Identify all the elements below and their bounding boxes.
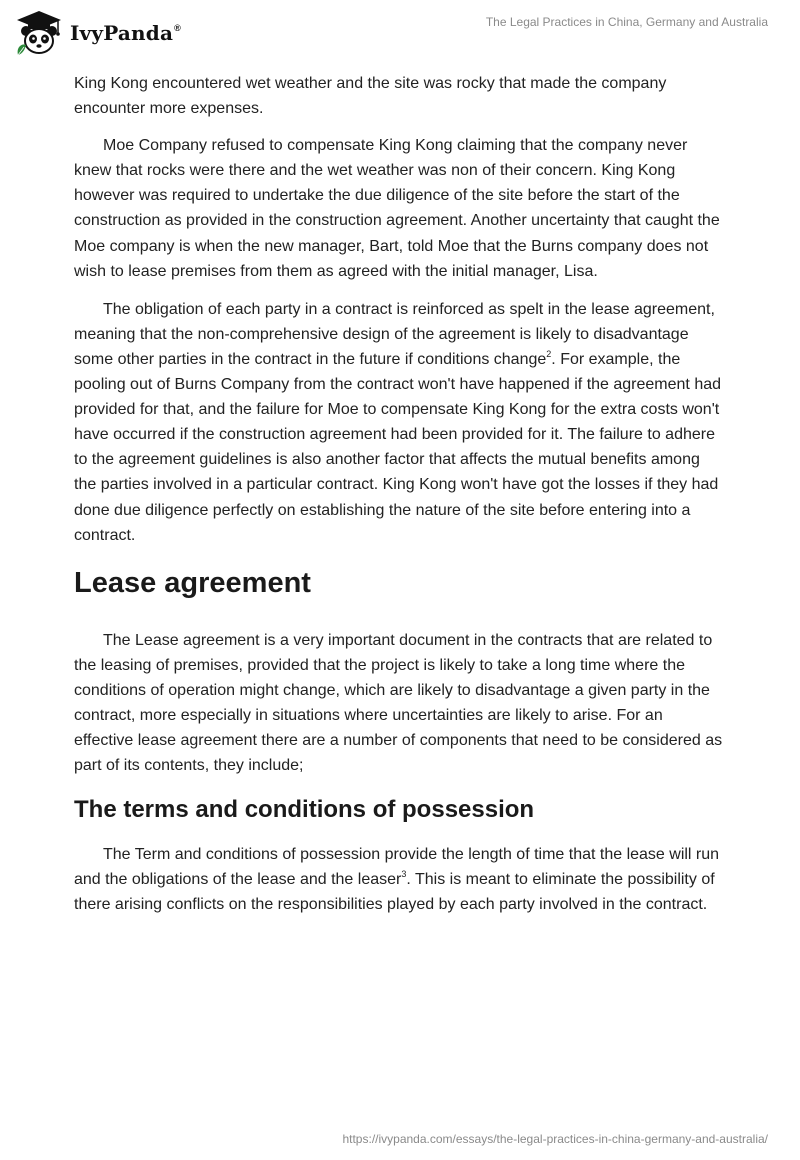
brand-name: IvyPanda® [70,21,181,45]
panda-graduate-icon [14,9,64,57]
subsection-heading: The terms and conditions of possession [74,796,535,824]
footnote-ref[interactable]: 3 [401,869,407,880]
paragraph: The Lease agreement is a very important document in the contracts that are related to the leasing of premises, provided that the project is likely to take a long time where the conditions of operation might change, which are likely to disadvantage a given party in the contract, more especially in situations where uncertainties are likely to arise. For an effective lease agreement there are a number of components that need to be considered as part of its contents, they include; [74,631,723,775]
paragraph: King Kong encountered wet weather and the site was rocky that made the company encounter more expenses. [74,75,667,118]
paragraph: Moe Company refused to compensate King Kong claiming that the company never knew that rocks were there and the wet weather was non of their concern. King Kong however was required to undertake the due diligence of the site before the start of the construction as provided in the construction agreement. Another uncertainty that caught the Moe company is when the new manager, Bart, told Moe that the Burns company does not wish to lease premises from them as agreed with the initial manager, Lisa. [74,137,720,280]
source-url[interactable]: https://ivypanda.com/essays/the-legal-practices-in-china-germany-and-australia/ [342,1132,768,1146]
running-title: The Legal Practices in China, Germany and Australia [485,15,768,29]
essay-body [74,71,724,931]
ivypanda-logo[interactable] [14,8,181,58]
section-heading: Lease agreement [74,566,311,599]
footnote-ref[interactable]: 2 [546,348,552,359]
paragraph: The Term and conditions of possession provide the length of time that the lease will run and the obligations of the lease and the leaser$^3$. This is meant to eliminate the possibility of there arising conflicts on the responsibilities played by each party involved in the contract. [74,846,720,914]
paragraph: The obligation of each party in a contract is reinforced as spelt in the lease agreement, meaning that the non-comprehensive design of the agreement is likely to disadvantage some other parties in the contract in the future if conditions change$^2$. For example, the pooling out of Burns Company from the contract won't have happened if the agreement had provided for that, and the failure for Moe to compensate King Kong for the extra costs won't have occurred if the construction agreement had been provided for it. The failure to adhere to the agreement guidelines is also another factor that affects the mutual benefits among the parties involved in a particular contract. King Kong won't have got the losses if they had done due diligence perfectly on establishing the nature of the site before entering into a contract. [74,300,722,544]
page-header [0,0,800,68]
